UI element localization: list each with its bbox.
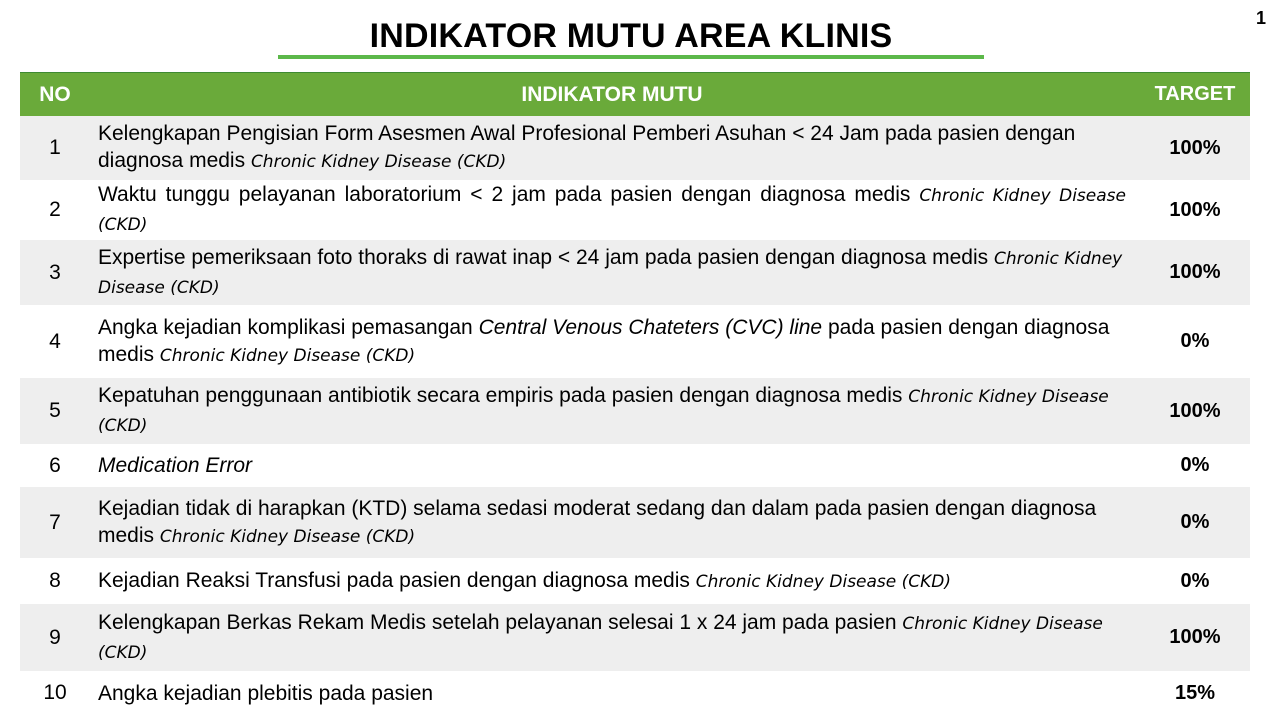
row-number: 4 [49, 329, 61, 353]
indicator-diagnosis: Chronic Kidney Disease (CKD) [159, 345, 416, 366]
table-row [20, 558, 1250, 604]
row-target: 100% [1169, 261, 1221, 283]
row-target: 100% [1169, 399, 1221, 422]
table-header [20, 73, 1250, 116]
row-target: 0% [1180, 569, 1210, 592]
indicator-diagnosis: Chronic Kidney Disease (CKD) [98, 248, 1123, 298]
table-row [20, 240, 1250, 305]
table-row [20, 378, 1250, 444]
indicator-text: Expertise pemeriksaan foto thoraks di rawat inap < 24 jam pada pasien dengan diagnosa medis [98, 245, 994, 269]
indicator-text: Kelengkapan Berkas Rekam Medis setelah pelayanan selesai 1 x 24 jam pada pasien [98, 610, 903, 634]
table-row [20, 487, 1250, 558]
header-indicator: INDIKATOR MUTU [521, 83, 703, 106]
row-number: 2 [49, 198, 61, 221]
indicator-diagnosis: Chronic Kidney Disease (CKD) [98, 387, 1109, 436]
row-number: 7 [49, 510, 61, 534]
table-row [20, 305, 1250, 378]
row-indicator [90, 314, 1140, 370]
header-no: NO [39, 82, 71, 106]
page-title: INDIKATOR MUTU AREA KLINIS [369, 17, 893, 55]
indicator-text: Kejadian Reaksi Transfusi pada pasien dengan diagnosa medis [98, 568, 696, 592]
row-number: 1 [49, 136, 61, 159]
indicator-device: Central Venous Chateters (CVC) line [478, 315, 823, 339]
indicator-diagnosis: Chronic Kidney Disease (CKD) [159, 526, 416, 547]
row-number: 9 [49, 625, 61, 649]
row-indicator [90, 495, 1140, 551]
indicator-diagnosis: Chronic Kidney Disease (CKD) [250, 152, 507, 172]
row-target: 100% [1169, 626, 1221, 648]
title-underline [278, 55, 984, 59]
row-indicator [90, 120, 1140, 176]
table-row [20, 180, 1250, 240]
row-target: 0% [1180, 330, 1210, 352]
indicator-text: Angka kejadian plebitis pada pasien [98, 681, 434, 705]
indicator-diagnosis: Chronic Kidney Disease (CKD) [98, 613, 1103, 663]
indicator-text: Kelengkapan Pengisian Form Asesmen Awal Profesional Pemberi Asuhan < 24 Jam pada pasien dengan diagnosa medis [98, 122, 1076, 172]
table-row [20, 604, 1250, 671]
row-target: 15% [1174, 681, 1216, 704]
table-row [20, 671, 1250, 715]
indicator-text-continued: pada pasien dengan diagnosa medis [98, 315, 1110, 366]
header-target: TARGET [1154, 83, 1236, 105]
indicator-text: Angka kejadian komplikasi pemasangan [98, 315, 479, 339]
indicator-diagnosis: Chronic Kidney Disease (CKD) [98, 186, 1126, 235]
table-row [20, 116, 1250, 180]
row-indicator [90, 452, 1140, 479]
row-number: 5 [49, 399, 61, 422]
row-indicator [90, 609, 1140, 667]
indicator-diagnosis: Chronic Kidney Disease (CKD) [695, 571, 952, 592]
row-number: 6 [49, 453, 61, 477]
indicator-text: Waktu tunggu pelayanan laboratorium < 2 jam pada pasien dengan diagnosa medis [98, 183, 920, 206]
row-number: 10 [43, 681, 67, 704]
row-indicator [90, 244, 1140, 302]
row-target: 0% [1180, 454, 1210, 476]
row-indicator [90, 680, 1140, 707]
row-target: 100% [1169, 136, 1221, 159]
table-row [20, 444, 1250, 487]
row-target: 0% [1180, 511, 1210, 533]
row-number: 3 [49, 260, 61, 284]
indicator-table [20, 72, 1250, 715]
row-indicator [90, 567, 1140, 596]
indicator-text: Kepatuhan penggunaan antibiotik secara empiris pada pasien dengan diagnosa medis [98, 384, 909, 407]
page-number: 1 [1255, 8, 1266, 28]
indicator-text: Medication Error [98, 454, 253, 477]
row-number: 8 [49, 569, 61, 592]
row-indicator [90, 382, 1140, 440]
indicator-text: Kejadian tidak di harapkan (KTD) selama sedasi moderat sedang dan dalam pada pasien dengan diagnosa medis [98, 496, 1097, 547]
row-target: 100% [1169, 198, 1221, 221]
row-indicator [90, 181, 1140, 239]
